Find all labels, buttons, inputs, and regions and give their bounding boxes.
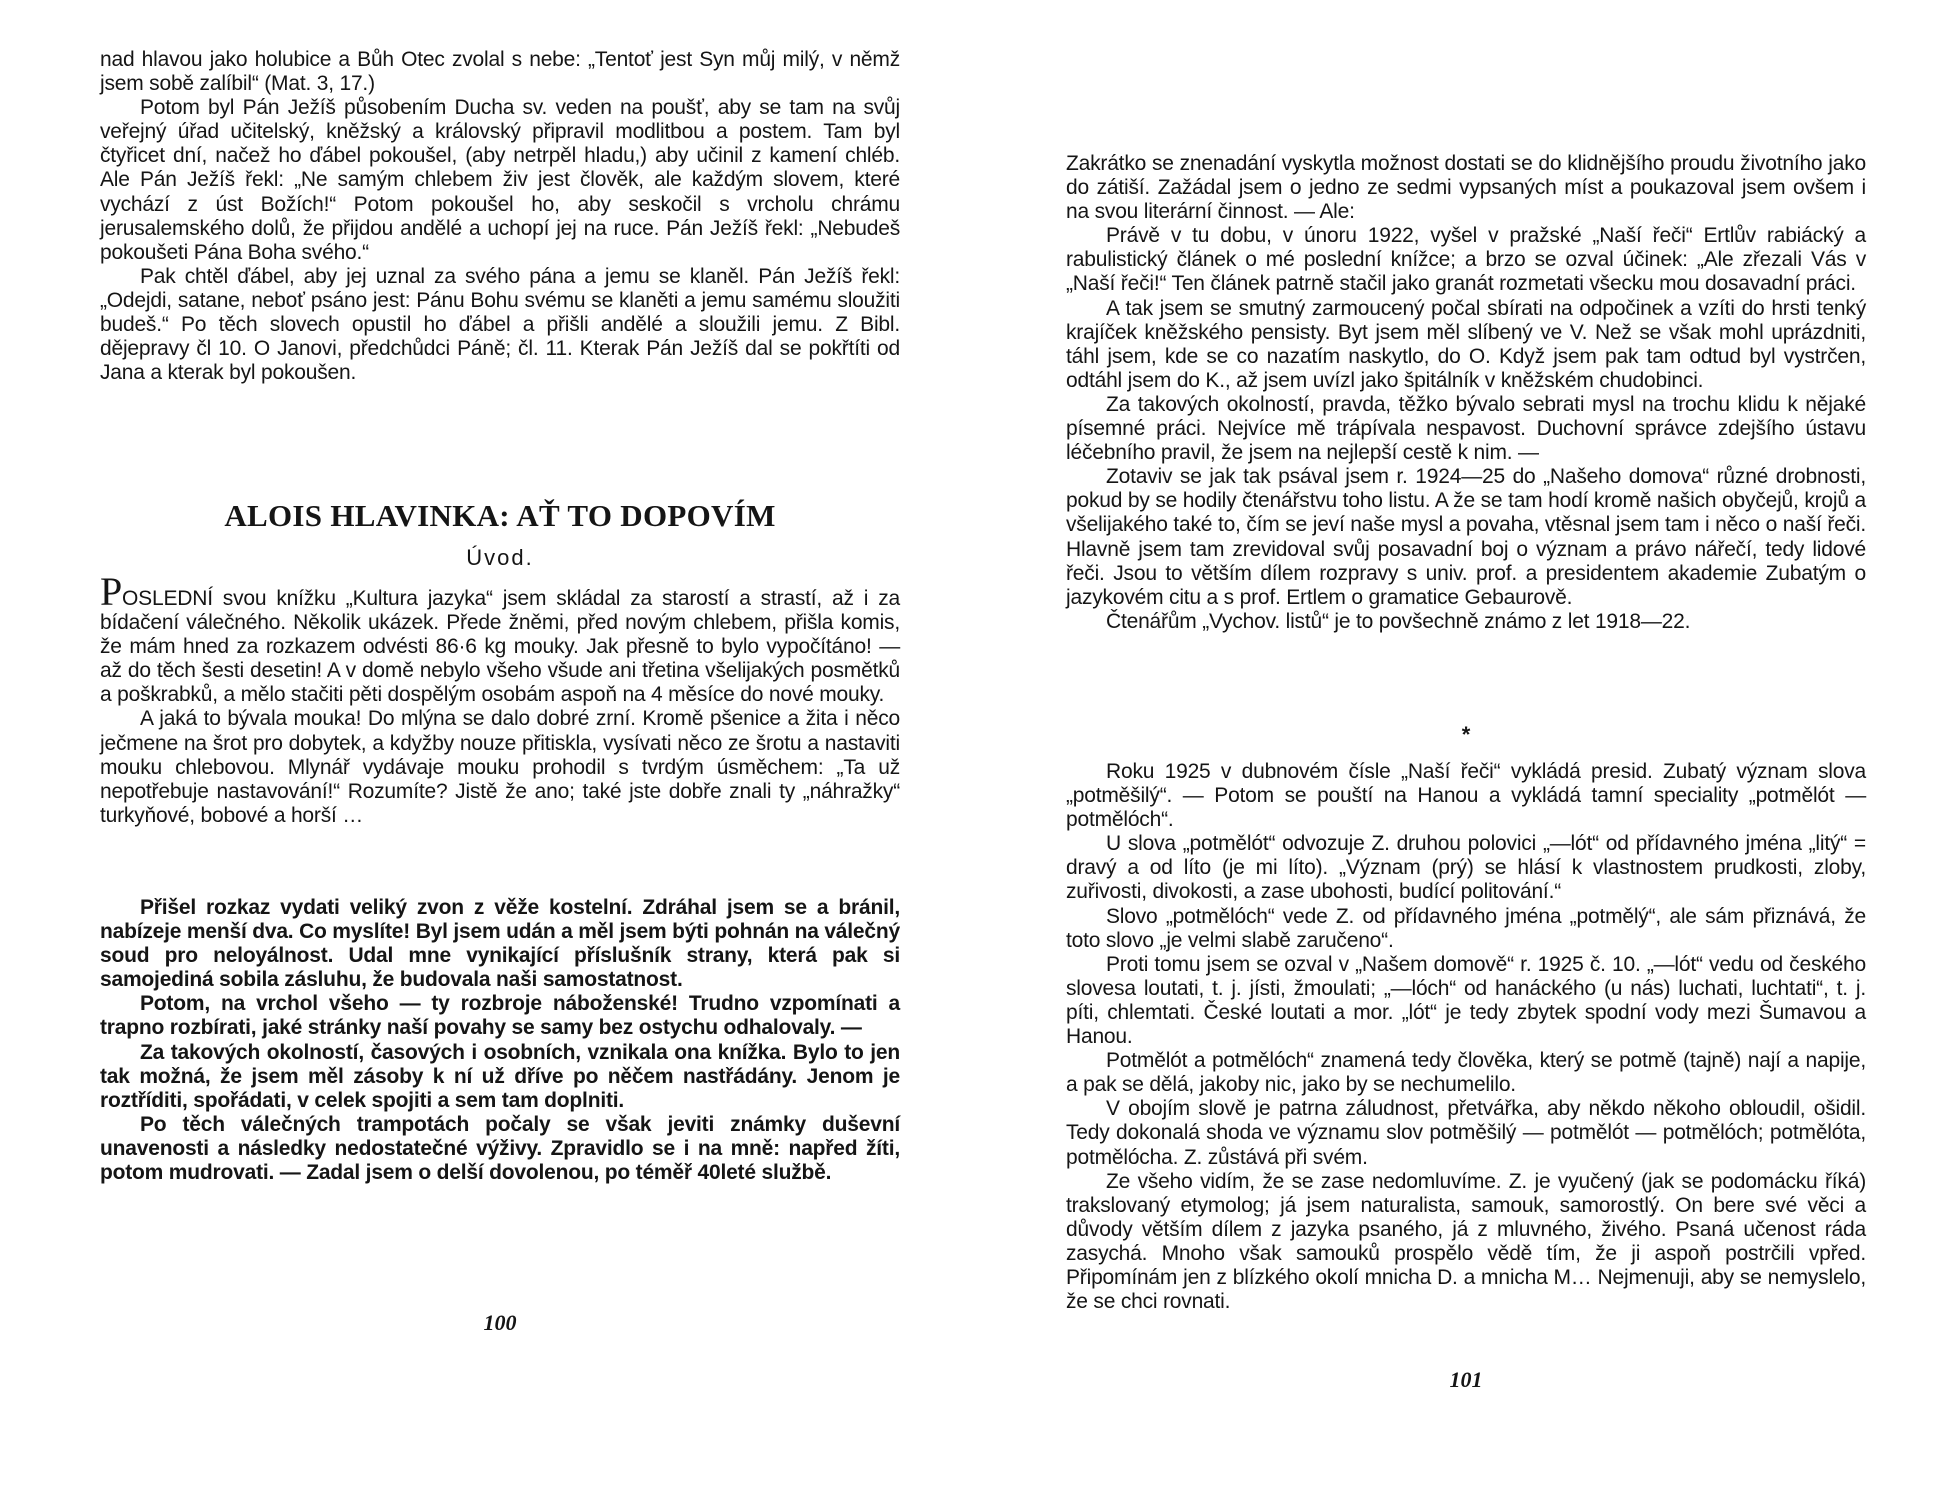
paragraph: Po těch válečných trampotách počaly se však jeviti známky duševní unavenosti a následky nedostatečné výživy. Zpravidlo se i na mně: napřed žíti, potom mudrovati. — Zadal jsem o delší dovolenou, po téměř 40leté službě. [100,1112,900,1185]
paragraph: Čtenářům „Vychov. listů“ je to povšechně známo z let 1918—22. [1106,609,1691,633]
paragraph: Potom byl Pán Ježíš působením Ducha sv. veden na poušť, aby se tam na svůj veřejný úřad učitelský, kněžský a královský připravil modlitbou a postem. Tam byl čtyřicet dní, načež ho ďábel pokoušel, (aby netrpěl hladu,) aby učinil z kamení chléb. Ale Pán Ježíš řekl: „Ne samým chlebem živ jest člověk, ale každým slovem, které vychází z úst Božích!“ Potom pokoušel ho, aby seskočil s vrcholu chrámu jerusalemského dolů, že přijdou andělé a uchopí jej na ruce. Pán Ježíš řekl: „Nebudeš pokoušeti Pána Boha svého.“ [100,96,900,264]
right-bottom-text [1066,760,1866,1314]
paragraph: Právě v tu dobu, v únoru 1922, vyšel v pražské „Naší řeči“ Ertlův rabiácký a rabulistický článek o mé poslední knížce; a brzo se ozval účinek: „Ale zřezali Vás v „Naší řeči!“ Ten článek patrně stačil jako granát rozmetati všecku mou dosavadní práci. [1066,224,1866,296]
paragraph: Zotaviv se jak tak psával jsem r. 1924—25 do „Našeho domova“ různé drobnosti, pokud by se hodily čtenářstvu toho listu. A že se tam hodí kromě našich obyčejů, krojů a všelijakého také to, čím se jeví naše mysl a povaha, vtěsnal jsem tam i něco o naší řeči. Hlavně jsem tam zrevidoval svůj posavadní boj o význam a právo nářečí, tedy lidové řeči. Jsou to větším dílem rozpravy s univ. prof. a presidentem akademie Zubatým o jazykovém citu a s prof. Ertlem o gramatice Gebaurově. [1066,465,1866,609]
section-subtitle: Úvod. [466,545,534,570]
paragraph: Ze všeho vidím, že se zase nedomluvíme. Z. je vyučený (jak se podomácku říká) trakslovaný etymolog; já jsem naturalista, samouk, samorostlý. On bere své věci a důvody větším dílem z jazyka psaného, já z mluvného, živého. Psaná učenost ráda zasychá. Mnoho však samouků prospělo vědě tím, že ji aspoň postrčili vpřed. Připomínám jen z blízkého okolí mnicha D. a mnicha M… Nejmenuji, aby se nemyslelo, že se chci rovnati. [1066,1169,1866,1314]
paragraph: Potom, na vrchol všeho — ty rozbroje náboženské! Trudno vzpomínati a trapno rozbírati, jaké stránky naší povahy se samy bez ostychu odhalovaly. — [100,992,900,1040]
intro-paragraph [100,569,900,707]
paragraph: Zakrátko se znenadání vyskytla možnost dostati se do klidnějšího proudu životního jako do zátiší. Zažádal jsem o jedno ze sedmi vypsaných míst a poukazoval jsem ovšem i na svou literární činnost. — Ale: [1066,152,1866,224]
right-top-text [1066,152,1866,634]
paragraph: Pak chtěl ďábel, aby jej uznal za svého pána a jemu se klaněl. Pán Ježíš řekl: „Odejdi, satane, neboť psáno jest: Pánu Bohu svému se klaněti a jemu samému sloužiti budeš.“ Po těch slovech opustil ho ďábel a přišli andělé a sloužili jemu. Z Bibl. dějepravy čl 10. O Janovi, předchůdci Páně; čl. 11. Kterak Pán Ježíš dal se pokřtíti od Jana a kterak byl pokoušen. [100,264,900,385]
paragraph: V obojím slově je patrna záludnost, přetvářka, aby někdo někoho obloudil, ošidil. Tedy dokonalá shoda ve významu slov potměšilý — potmělót — potmělóch; potmělóta, potmělócha. Z. zůstává při svém. [1066,1097,1866,1169]
paragraph: nad hlavou jako holubice a Bůh Otec zvolal s nebe: „Tentoť jest Syn můj milý, v němž jsem sobě zalíbil“ (Mat. 3, 17.) [100,48,900,96]
left-bold-text [100,896,900,1185]
paragraph: U slova „potmělót“ odvozuje Z. druhou polovici „—lót“ od přídavného jména „litý“ = dravý a od líto (je mi líto). „Význam (prý) se hlásí k vlastnostem prudkosti, zloby, zuřivosti, divokosti, a zase ubohosti, budící politování.“ [1066,832,1866,904]
drop-cap: P [100,569,123,614]
paragraph: A tak jsem se smutný zarmoucený počal sbírati na odpočinek a vzíti do hrsti tenký krajíček kněžského pensisty. Byt jsem měl slíbený ve V. Než se však mohl uprázdniti, táhl jsem, kde se co nazatím naskytlo, do O. Když jsem pak tam odtud byl vystrčen, odtáhl jsem do K., až jsem uvízl jako špitálník v kněžském chudobinci. [1066,296,1866,392]
section-separator: * [1461,722,1471,747]
paragraph: Slovo „potmělóch“ vede Z. od přídavného jména „potmělý“, ale sám přiznává, že toto slovo „je velmi slabě zaručeno“. [1066,904,1866,952]
paragraph: A jaká to bývala mouka! Do mlýna se dalo dobré zrní. Kromě pšenice a žita i něco ječmene na šrot pro dobytek, a kdyžby nouze přitiskla, vysívati něco ze šrotu a nastaviti mouku chlebovou. Mlynář vydávaje mouku prohodil s tvrdým úsměchem: „Ta už nepotřebuje nastavování!“ Rozumíte? Jistě že ano; také jste dobře znali ty „náhražky“ turkyňové, bobové a horší … [100,707,900,827]
page-number: 101 [1449,1367,1483,1392]
paragraph: Přišel rozkaz vydati veliký zvon z věže kostelní. Zdráhal jsem se a bránil, nabízeje menší dva. Co myslíte! Byl jsem udán a měl jsem býti pohnán na válečný soud pro neloyálnost. Udal mne vynikající příslušník strany, která pak si samojediná sobila zásluhu, že budovala naši samostatnost. [100,896,900,992]
chapter-title: ALOIS HLAVINKA: AŤ TO DOPOVÍM [224,498,776,533]
paragraph: Za takových okolností, časových i osobních, vznikala ona knížka. Bylo to jen tak možná, že jsem měl zásoby k ní už dříve po něčem nastřádány. Jenom je roztříditi, spořádati, v celek spojiti a sem tam doplniti. [100,1040,900,1112]
left-intro-text [100,569,900,828]
paragraph: Za takových okolností, pravda, těžko bývalo sebrati mysl na trochu klidu k nějaké písemné práci. Nejvíce mě trápívala nespavost. Duchovní správce zdejšího ústavu léčebního pravil, že jsem na nejlepší cestě k nim. — [1066,392,1866,465]
paragraph: Roku 1925 v dubnovém čísle „Naší řeči“ vykládá presid. Zubatý význam slova „potměšilý“. — Potom se pouští na Hanou a vykládá tamní speciality „potmělót — potmělóch“. [1066,760,1866,832]
paragraph: Potmělót a potmělóch“ znamená tedy člověka, který se potmě (tajně) nají a napije, a pak se dělá, jakoby nic, jako by se nechumelilo. [1066,1049,1866,1097]
intro-caps: OSLEDNÍ [122,587,213,610]
paragraph: Proti tomu jsem se ozval v „Našem domově“ r. 1925 č. 10. „—lót“ vedu od českého slovesa loutati, t. j. jísti, žmoulati; „—lóch“ od hanáckého (u nás) luchati, luchtati“, t. j. píti, chlemtati. České loutati a mor. „lót“ je tedy zbytek spodní vody mezi Šumavou a Hanou. [1066,952,1866,1049]
intro-rest: svou knížku „Kultura jazyka“ jsem skládal za starostí a strastí, až i za bídačení válečného. Několik ukázek. Přede žněmi, před novým chlebem, přišla komis, že mám hned za rozkazem odvésti 86·6 kg mouky. Jak přesně to bylo vypočítáno! — až do těch šesti desetin! A v domě nebylo všeho všude ani třetina všelijakých posmětků a poškrabků, a mělo stačiti pěti dospělým osobám aspoň na 4 měsíce do nové mouky. [100,587,900,707]
page-number: 100 [483,1310,517,1335]
left-top-text [100,48,900,385]
